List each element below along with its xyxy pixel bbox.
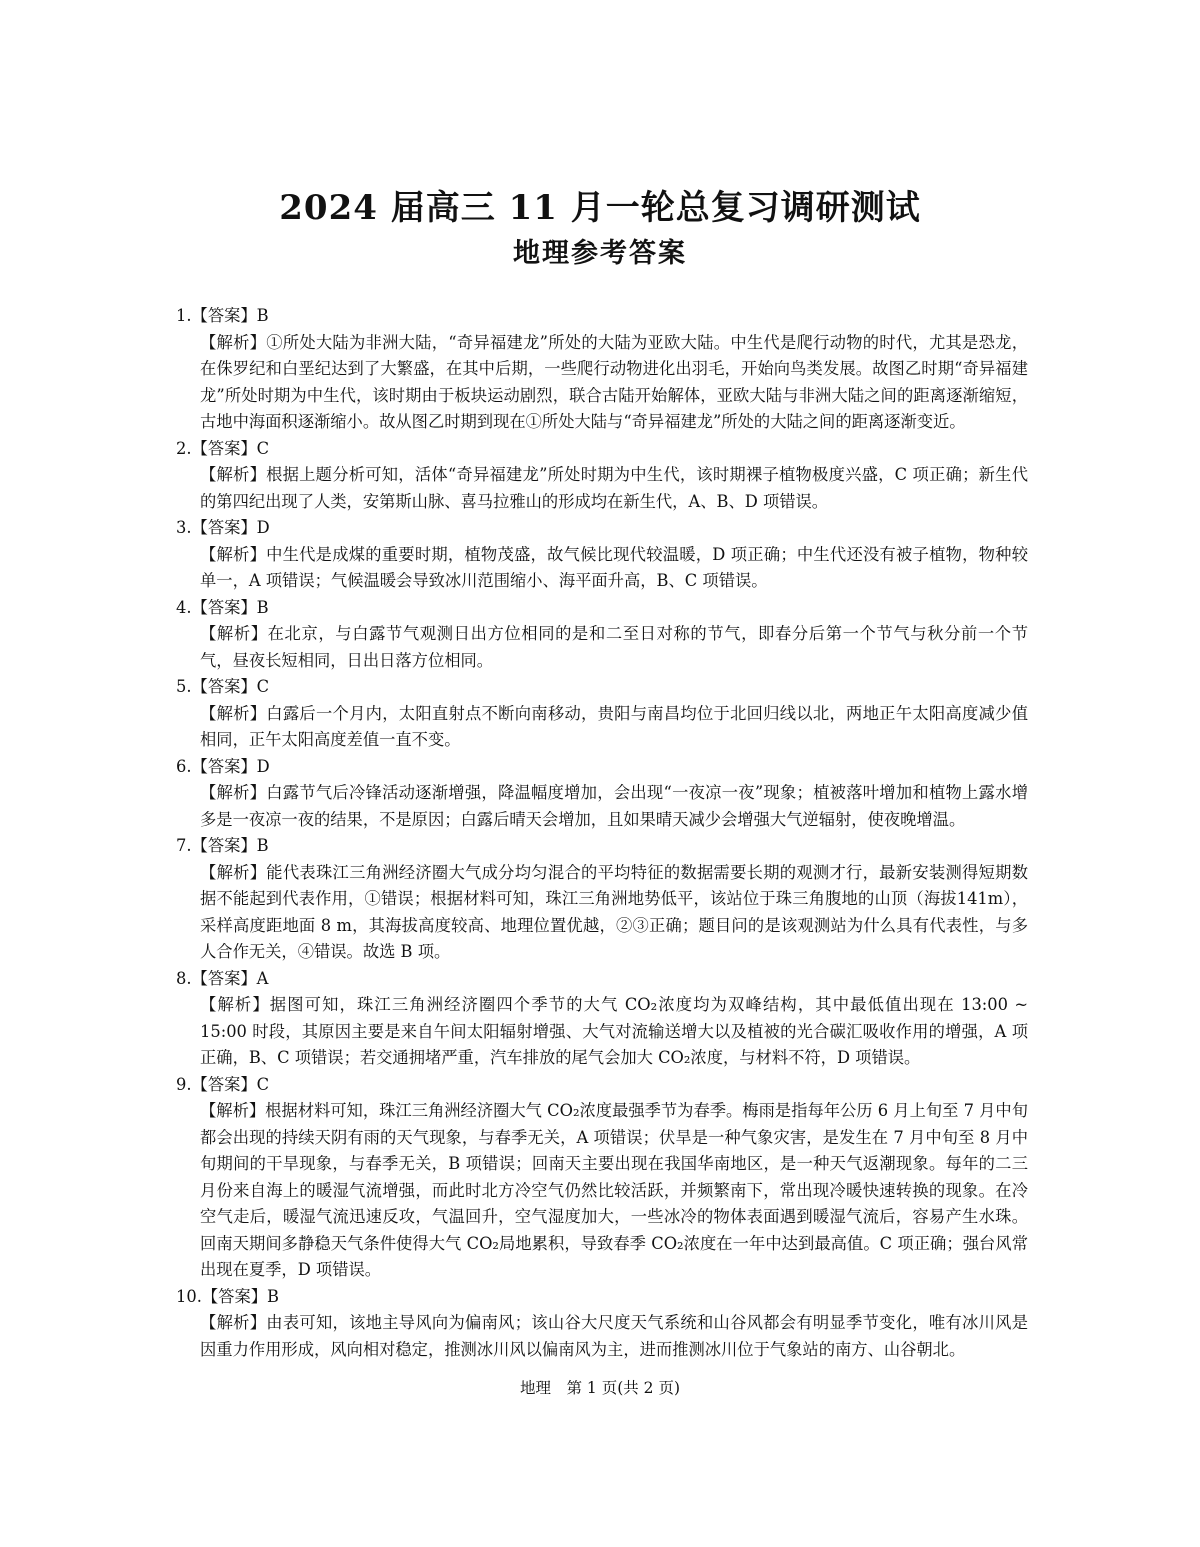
- page-footer: 地理 第 1 页(共 2 页): [519, 1379, 681, 1397]
- answer-item-2: [176, 436, 1028, 516]
- answer-list: [176, 303, 1028, 1363]
- answer-line: 7.【答案】B: [176, 836, 269, 855]
- answer-item-3: [176, 515, 1028, 595]
- explanation-text: 【解析】据图可知，珠江三角洲经济圈四个季节的大气 CO₂浓度均为双峰结构，其中最低值出现在 13:00 ~ 15:00 时段，其原因主要是来自午间太阳辐射增强、大气对流输送增大以及植被的光合碳汇吸收作用的增强，A 项正确，B、C 项错误；若交通拥堵严重，汽车排放的尾气会加大 CO₂浓度，与材料不符，D 项错误。: [200, 995, 1028, 1067]
- explanation-text: 【解析】根据上题分析可知，活体“奇异福建龙”所处时期为中生代，该时期裸子植物极度兴盛，C 项正确；新生代的第四纪出现了人类，安第斯山脉、喜马拉雅山的形成均在新生代，A、B、D 项错误。: [200, 465, 1028, 511]
- answer-item-7: [176, 833, 1028, 966]
- answer-item-10: [176, 1284, 1028, 1364]
- explanation-text: 【解析】能代表珠江三角洲经济圈大气成分均匀混合的平均特征的数据需要长期的观测才行，最新安装测得短期数据不能起到代表作用，①错误；根据材料可知，珠江三角洲地势低平，该站位于珠三角腹地的山顶（海拔141m），采样高度距地面 8 m，其海拔高度较高、地理位置优越，②③正确；题目问的是该观测站为什么具有代表性，与多人合作无关，④错误。故选 B 项。: [200, 862, 1028, 961]
- explanation-text: 【解析】由表可知，该地主导风向为偏南风；该山谷大尺度天气系统和山谷风都会有明显季节变化，唯有冰川风是因重力作用形成，风向相对稳定，推测冰川风以偏南风为主，进而推测冰川位于气象站的南方、山谷朝北。: [200, 1313, 1028, 1359]
- answer-line: 3.【答案】D: [176, 518, 270, 537]
- explanation-text: 【解析】根据材料可知，珠江三角洲经济圈大气 CO₂浓度最强季节为春季。梅雨是指每年公历 6 月上旬至 7 月中旬都会出现的持续天阴有雨的天气现象，与春季无关，A 项错误；伏旱是一种气象灾害，是发生在 7 月中旬至 8 月中旬期间的干旱现象，与春季无关，B 项错误；回南天主要出现在我国华南地区，是一种天气返潮现象。每年的二三月份来自海上的暖湿气流增强，而此时北方冷空气仍然比较活跃，并频繁南下，常出现冷暖快速转换的现象。在冷空气走后，暖湿气流迅速反攻，气温回升，空气湿度加大，一些冰冷的物体表面遇到暖湿气流后，容易产生水珠。回南天期间多静稳天气条件使得大气 CO₂局地累积，导致春季 CO₂浓度在一年中达到最高值。C 项正确；强台风常出现在夏季，D 项错误。: [200, 1101, 1028, 1279]
- explanation-text: 【解析】白露节气后冷锋活动逐渐增强，降温幅度增加，会出现“一夜凉一夜”现象；植被落叶增加和植物上露水增多是一夜凉一夜的结果，不是原因；白露后晴天会增加，且如果晴天减少会增强大气逆辐射，使夜晚增温。: [200, 783, 1028, 829]
- answer-item-9: [176, 1072, 1028, 1284]
- answer-line: 1.【答案】B: [176, 306, 269, 325]
- explanation-text: 【解析】在北京，与白露节气观测日出方位相同的是和二至日对称的节气，即春分后第一个节气与秋分前一个节气，昼夜长短相同，日出日落方位相同。: [200, 624, 1028, 670]
- answer-line: 2.【答案】C: [176, 438, 270, 458]
- answer-line: 9.【答案】C: [176, 1074, 270, 1094]
- explanation-text: 【解析】白露后一个月内，太阳直射点不断向南移动，贵阳与南昌均位于北回归线以北，两地正午太阳高度减少值相同，正午太阳高度差值一直不变。: [200, 703, 1028, 749]
- answer-item-5: [176, 674, 1028, 754]
- explanation-text: 【解析】①所处大陆为非洲大陆，“奇异福建龙”所处的大陆为亚欧大陆。中生代是爬行动物的时代，尤其是恐龙，在侏罗纪和白垩纪达到了大繁盛，在其中后期，一些爬行动物进化出羽毛，开始向鸟类发展。故图乙时期“奇异福建龙”所处时期为中生代，该时期由于板块运动剧烈，联合古陆开始解体，亚欧大陆与非洲大陆之间的距离逐渐缩短，古地中海面积逐渐缩小。故从图乙时期到现在①所处大陆与“奇异福建龙”所处的大陆之间的距离逐渐变近。: [200, 332, 1028, 431]
- answer-line: 8.【答案】A: [176, 968, 269, 988]
- explanation-text: 【解析】中生代是成煤的重要时期，植物茂盛，故气候比现代较温暖，D 项正确；中生代还没有被子植物，物种较单一，A 项错误；气候温暖会导致冰川范围缩小、海平面升高，B、C 项错误。: [200, 544, 1028, 590]
- answer-line: 4.【答案】B: [176, 597, 269, 617]
- answer-item-8: [176, 966, 1028, 1072]
- answer-item-4: [176, 595, 1028, 675]
- answer-item-6: [176, 754, 1028, 834]
- answer-line: 6.【答案】D: [176, 756, 270, 776]
- page-title: 2024 届高三 11 月一轮总复习调研测试: [279, 188, 921, 228]
- answer-line: 10.【答案】B: [176, 1286, 279, 1306]
- answer-item-1: [176, 303, 1028, 436]
- page-subtitle: 地理参考答案: [513, 238, 687, 269]
- answer-line: 5.【答案】C: [176, 677, 270, 696]
